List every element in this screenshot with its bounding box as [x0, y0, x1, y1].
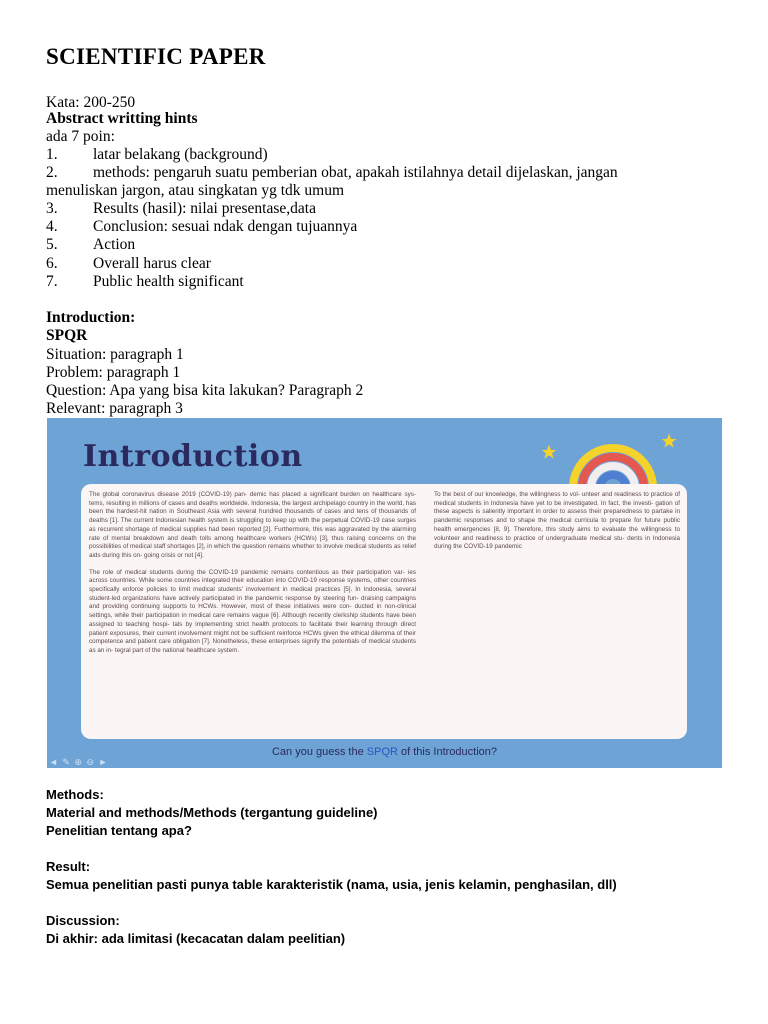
- rainbow-icon: [567, 438, 659, 488]
- result-heading: Result:: [46, 859, 91, 874]
- slide-paragraph: The global coronavirus disease 2019 (COVID-19) pan- demic has placed a significant burden on healthcare sys- tems, resulting in millions of cases and deaths worldwide. Indonesia, the largest archipelago country in the world, has been the hardest-hit nation in Southeast Asia with several hundred thousands of cases and tens of thousands of deaths [1]. The current Indonesian health system is struggling to keep up with the perpetual COVID-19 case surges as recurrent shortage of medical supplies had been reported [2]. Furthermore, this was aggravated by the alarming rate of mental breakdown and death tolls among healthcare workers (HCWs) [3], thus raising concerns on the possibilities of medical staff shortages [2], in which the question remains whether to involve medical students as relief aids during this on- going crisis or not [4].: [89, 491, 416, 559]
- slide-text-card: [81, 484, 687, 739]
- methods-heading: Methods:: [46, 787, 104, 802]
- list-item: 4. Conclusion: sesuai ndak dengan tujuannya: [46, 218, 358, 235]
- star-icon: [541, 444, 557, 460]
- spqr-relevant: Relevant: paragraph 3: [46, 400, 183, 417]
- introduction-heading: Introduction:: [46, 309, 136, 326]
- spqr-situation: Situation: paragraph 1: [46, 346, 184, 363]
- list-item: 6. Overall harus clear: [46, 255, 211, 272]
- page-title: SCIENTIFIC PAPER: [46, 44, 266, 69]
- spqr-problem: Problem: paragraph 1: [46, 364, 181, 381]
- slide-caption: Can you guess the SPQR of this Introduction?: [271, 746, 498, 758]
- embedded-slide: [47, 418, 722, 768]
- list-item: 3. Results (hasil): nilai presentase,data: [46, 200, 316, 217]
- star-icon: [661, 433, 677, 449]
- spqr-heading: SPQR: [46, 327, 88, 344]
- points-count: ada 7 poin:: [46, 128, 115, 145]
- methods-text: Penelitian tentang apa?: [46, 823, 192, 838]
- methods-text: Material and methods/Methods (tergantung guideline): [46, 805, 378, 820]
- slide-controls[interactable]: ◄ ✎ ⊕ ⊖ ►: [49, 757, 109, 767]
- spqr-question: Question: Apa yang bisa kita lakukan? Paragraph 2: [46, 382, 364, 399]
- word-count: Kata: 200-250: [46, 94, 136, 111]
- discussion-heading: Discussion:: [46, 913, 120, 928]
- discussion-text: Di akhir: ada limitasi (kecacatan dalam peelitian): [46, 931, 346, 946]
- list-item: 2. methods: pengaruh suatu pemberian obat, apakah istilahnya detail dijelaskan, jangan menuliskan jargon, atau singkatan yg tdk umum: [46, 164, 618, 199]
- slide-heading: Introduction: [83, 439, 303, 474]
- list-item: 5. Action: [46, 236, 136, 253]
- slide-left-column: [89, 491, 416, 664]
- slide-right-column: To the best of our knowledge, the willingness to vol- unteer and readiness to practice of medical students in Indonesia have yet to be investigated. In fact, the investi- gation of these aspects is saliently important in order to assess their preparedness to partake in pandemic responses and to shape the medical curricula to prepare for future public health emergencies [8, 9]. Therefore, this study aims to evaluate the willingness to volunteer and readiness to practice of undergraduate medical stu- dents in Indonesia during the COVID-19 pandemic: [434, 491, 680, 551]
- list-item: 7. Public health significant: [46, 273, 244, 290]
- slide-paragraph: The role of medical students during the COVID-19 pandemic remains contentious as their participation var- ies across countries. While some countries integrated their education into COVID-19 response systems, other countries specifically enforce policies to limit medical students' involvement in medical practices [5]. In Indonesia, several student-led organizations have actively participated in the pandemic response by steering fun- draising campaigns and providing continuing supports to HCWs. However, most of these initiatives were con- ducted in non-clinical settings, while their participation in medical care remains vague [6]. Although recently clerkship students have been assigned to teaching hospi- tals by implementing strict health protocols to facilitate their learning through direct patient exposures, their current involvement might not be sufficient reinforce HCWs given the ethical dilemma of their competence and patient care obligation [7]. Nonetheless, these enterprises signify the potentials of medical students as an in- tegral part of the national healthcare system.: [89, 568, 416, 654]
- list-item: 1. latar belakang (background): [46, 146, 268, 163]
- result-text: Semua penelitian pasti punya table karakteristik (nama, usia, jenis kelamin, penghasilan, dll): [46, 877, 617, 892]
- abstract-heading: Abstract writting hints: [46, 110, 198, 127]
